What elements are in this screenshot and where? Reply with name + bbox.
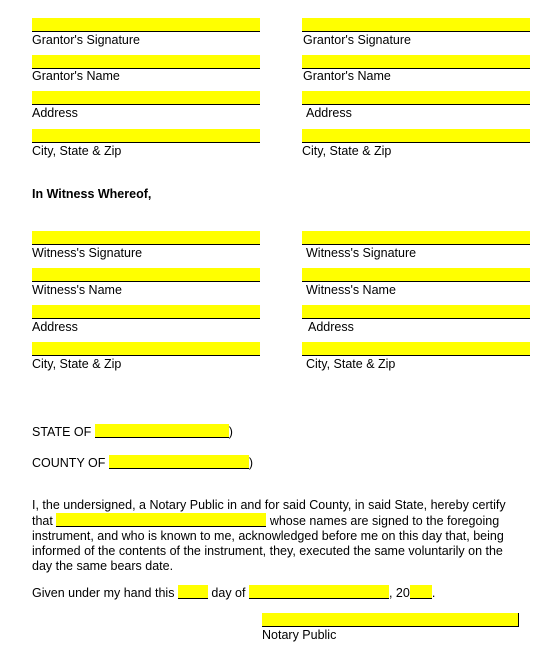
given-day-field[interactable] bbox=[178, 585, 208, 599]
witness2-address-label: Address bbox=[308, 320, 354, 334]
grantor1-name-field[interactable] bbox=[32, 55, 260, 69]
grantor1-city-label: City, State & Zip bbox=[32, 144, 122, 158]
certify-line-1: I, the undersigned, a Notary Public in and for said County, in said State, hereby certify bbox=[32, 498, 506, 512]
state-line bbox=[32, 424, 233, 440]
county-close-paren: ) bbox=[248, 456, 254, 470]
witness2-address-field[interactable] bbox=[302, 305, 530, 319]
grantor2-address-label: Address bbox=[306, 106, 352, 120]
certify-that: that bbox=[32, 514, 53, 528]
witness1-address-label: Address bbox=[32, 320, 78, 334]
given-period: . bbox=[431, 586, 436, 600]
witness2-signature-field[interactable] bbox=[302, 231, 530, 245]
grantor2-address-field[interactable] bbox=[302, 91, 530, 105]
witness2-city-label: City, State & Zip bbox=[306, 357, 396, 371]
grantor2-city-label: City, State & Zip bbox=[302, 144, 392, 158]
grantor2-name-label: Grantor's Name bbox=[303, 69, 391, 83]
grantor1-address-field[interactable] bbox=[32, 91, 260, 105]
county-line bbox=[32, 455, 253, 471]
given-year-field[interactable] bbox=[410, 585, 432, 599]
witness2-city-field[interactable] bbox=[302, 342, 530, 356]
witness-heading: In Witness Whereof, bbox=[32, 187, 152, 201]
certify-line-5: day the same bears date. bbox=[32, 559, 174, 573]
notary-signature-field[interactable] bbox=[262, 613, 519, 627]
witness1-name-label: Witness's Name bbox=[32, 283, 122, 297]
witness2-signature-label: Witness's Signature bbox=[306, 246, 417, 260]
given-month-field[interactable] bbox=[249, 585, 389, 599]
witness2-name-field[interactable] bbox=[302, 268, 530, 282]
state-label: STATE OF bbox=[32, 425, 92, 439]
grantor1-address-label: Address bbox=[32, 106, 78, 120]
witness1-city-label: City, State & Zip bbox=[32, 357, 122, 371]
county-label: COUNTY OF bbox=[32, 456, 106, 470]
witness1-name-field[interactable] bbox=[32, 268, 260, 282]
grantor2-signature-field[interactable] bbox=[302, 18, 530, 32]
witness1-signature-label: Witness's Signature bbox=[32, 246, 143, 260]
witness1-city-field[interactable] bbox=[32, 342, 260, 356]
witness1-signature-field[interactable] bbox=[32, 231, 260, 245]
given-comma-year: , 20 bbox=[388, 586, 410, 600]
county-field[interactable] bbox=[109, 455, 249, 469]
certify-line-4: informed of the contents of the instrument, they, executed the same voluntarily on the bbox=[32, 544, 503, 558]
grantor1-city-field[interactable] bbox=[32, 129, 260, 143]
witness2-name-label: Witness's Name bbox=[306, 283, 396, 297]
state-close-paren: ) bbox=[228, 425, 233, 439]
grantor2-signature-label: Grantor's Signature bbox=[303, 33, 411, 47]
grantor1-signature-field[interactable] bbox=[32, 18, 260, 32]
witness1-address-field[interactable] bbox=[32, 305, 260, 319]
given-prefix: Given under my hand this bbox=[32, 586, 175, 600]
grantor1-signature-label: Grantor's Signature bbox=[32, 33, 140, 47]
certify-line-2-rest: whose names are signed to the foregoing bbox=[269, 514, 500, 528]
certification-paragraph bbox=[32, 498, 532, 574]
notary-public-label: Notary Public bbox=[262, 628, 337, 642]
given-line bbox=[32, 585, 435, 601]
certify-line-3: instrument, and who is known to me, acknowledged before me on this day that, being bbox=[32, 529, 504, 543]
given-day-of: day of bbox=[211, 586, 246, 600]
certify-line-2 bbox=[32, 513, 532, 529]
signer-names-field[interactable] bbox=[56, 513, 266, 527]
grantor2-name-field[interactable] bbox=[302, 55, 530, 69]
grantor2-city-field[interactable] bbox=[302, 129, 530, 143]
grantor1-name-label: Grantor's Name bbox=[32, 69, 120, 83]
state-field[interactable] bbox=[95, 424, 229, 438]
